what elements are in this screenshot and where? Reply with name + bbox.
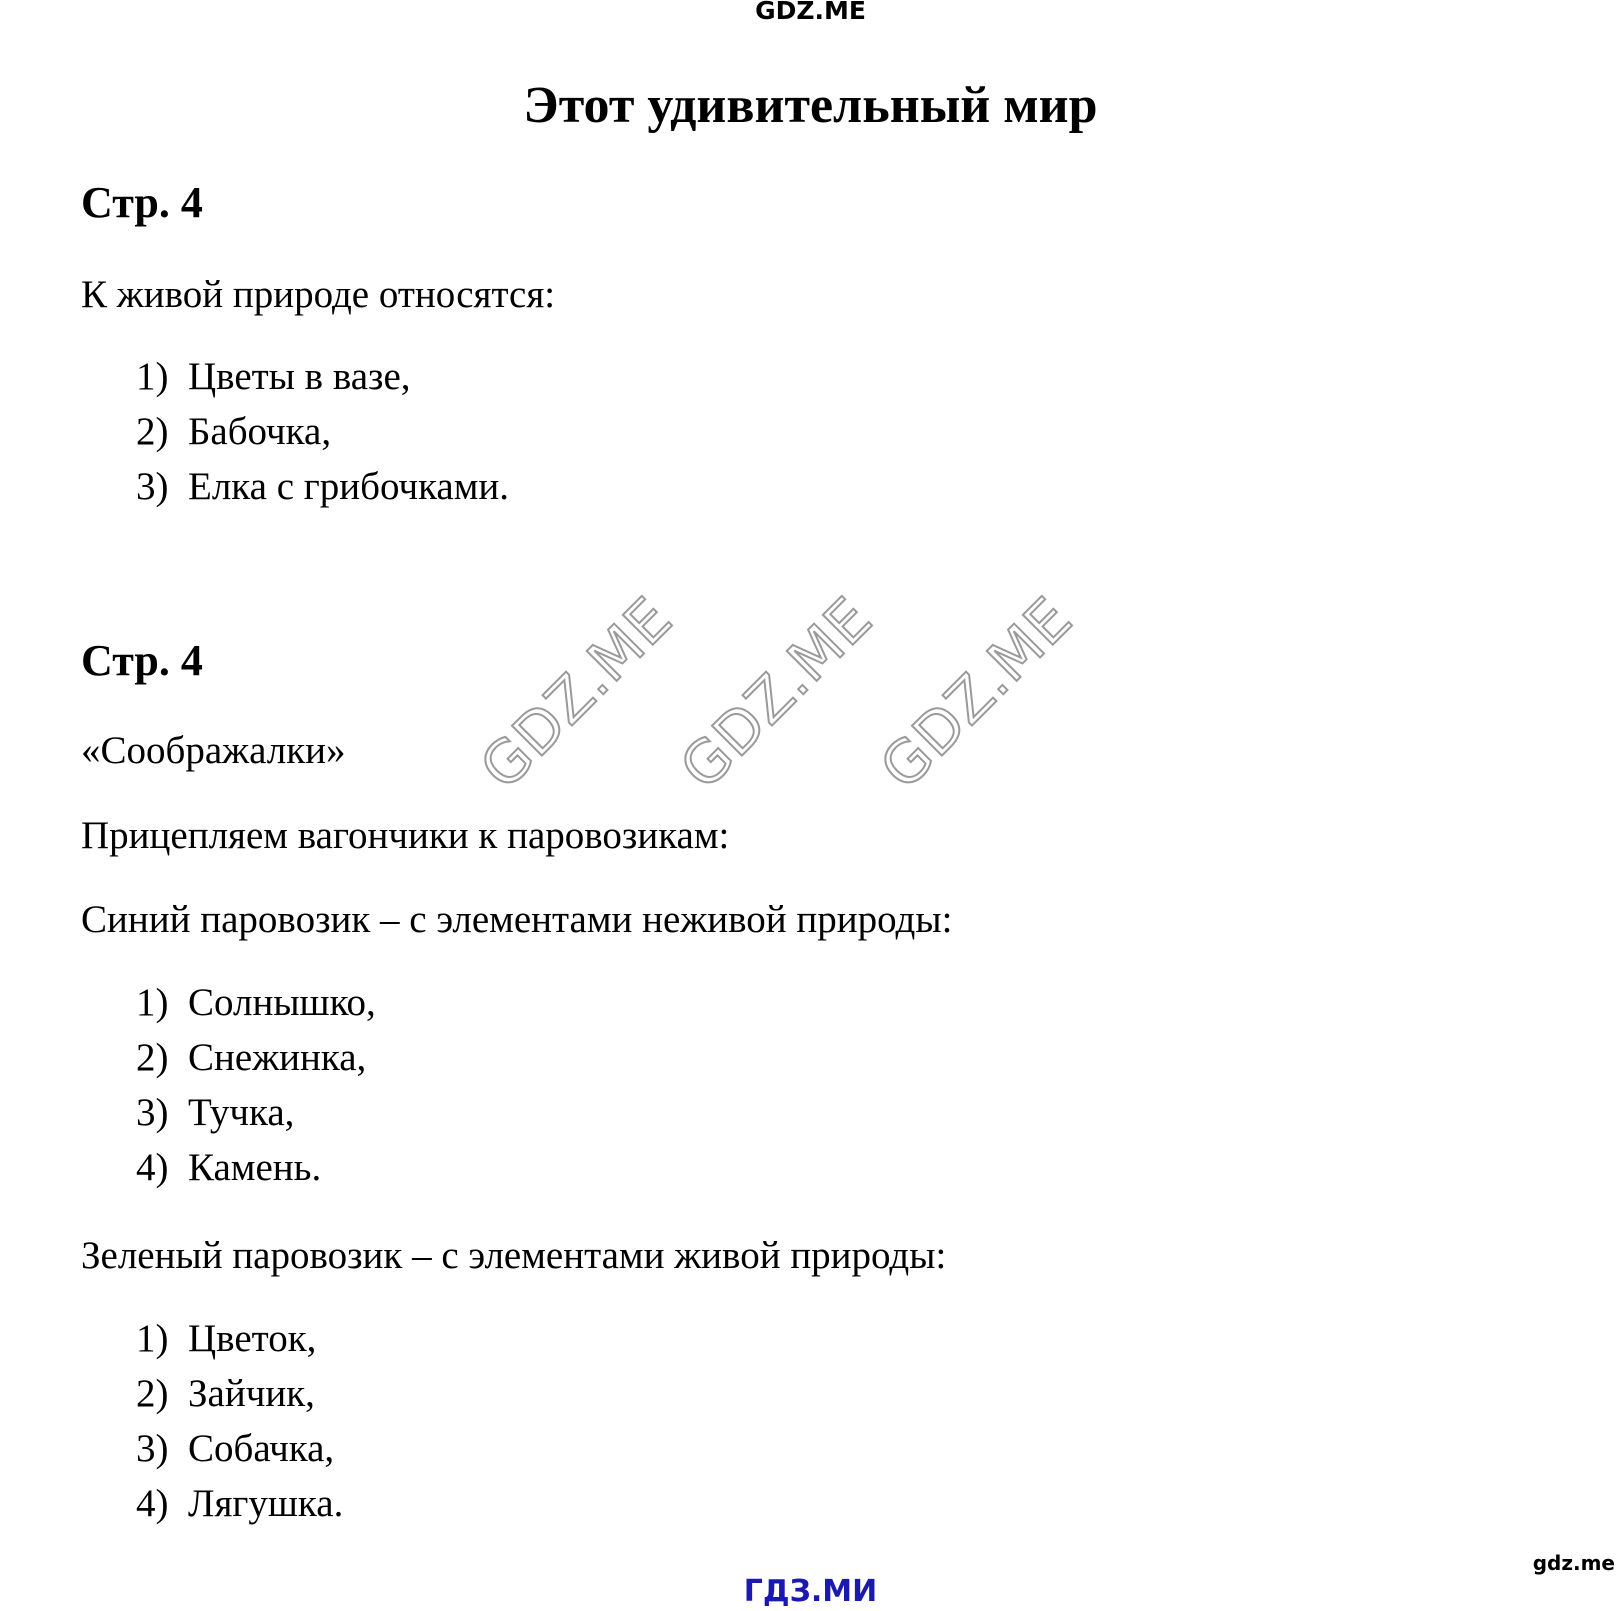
list-item-text: Цветы в вазе,: [188, 355, 411, 398]
header-brand: GDZ.ME: [755, 0, 866, 25]
list-item-number: 2): [136, 410, 169, 453]
list-item-text: Солнышко,: [188, 981, 376, 1024]
list-item-number: 1): [136, 981, 169, 1024]
page-title: Этот удивительный мир: [523, 77, 1098, 134]
list-item-number: 1): [136, 355, 169, 398]
list-item-number: 1): [136, 1317, 169, 1360]
list-item-text: Собачка,: [188, 1427, 335, 1470]
list-item-text: Бабочка,: [188, 410, 332, 453]
list-item-number: 3): [136, 1091, 169, 1134]
list-item-text: Тучка,: [188, 1091, 295, 1134]
footer-brand: ГДЗ.МИ: [743, 1574, 878, 1609]
list-item-number: 2): [136, 1036, 169, 1079]
watermark: GDZ.ME: [667, 583, 886, 803]
section-2-heading: Стр. 4: [81, 636, 203, 685]
green-train-label: Зеленый паровозик – с элементами живой природы:: [81, 1234, 947, 1277]
list-item-number: 3): [136, 465, 169, 508]
section-2-intro: Прицепляем вагончики к паровозикам:: [81, 814, 730, 857]
list-item-text: Камень.: [188, 1146, 322, 1189]
list-item-text: Цветок,: [188, 1317, 317, 1360]
list-item-text: Зайчик,: [188, 1372, 315, 1415]
list-item-number: 4): [136, 1146, 169, 1189]
list-item-text: Елка с грибочками.: [188, 465, 510, 508]
list-item-number: 4): [136, 1482, 169, 1525]
list-item-text: Снежинка,: [188, 1036, 367, 1079]
section-2-subtitle: «Соображалки»: [81, 729, 346, 772]
watermark: GDZ.ME: [867, 583, 1086, 803]
list-item-text: Лягушка.: [188, 1482, 344, 1525]
footer-corner-mark: gdz.me: [1532, 1551, 1615, 1575]
watermark: GDZ.ME: [467, 583, 686, 803]
list-item-number: 2): [136, 1372, 169, 1415]
list-item-number: 3): [136, 1427, 169, 1470]
blue-train-label: Синий паровозик – с элементами неживой природы:: [81, 898, 953, 941]
section-1-heading: Стр. 4: [81, 178, 203, 227]
section-1-intro: К живой природе относятся:: [81, 273, 556, 316]
